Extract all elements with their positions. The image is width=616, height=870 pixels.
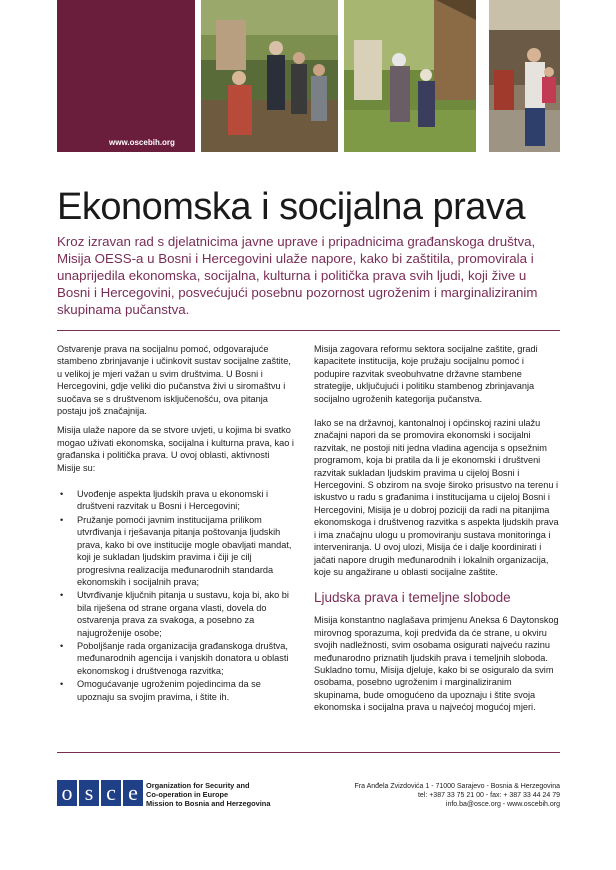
section-heading: Ljudska prava i temeljne slobode xyxy=(314,590,511,606)
header-banner xyxy=(57,0,560,152)
org-line-2: Co-operation in Europe xyxy=(146,790,229,799)
right-paragraph-3: Misija konstantno naglašava primjenu Aneksa 6 Daytonskog mirovnog sporazuma, koji predviđa da će strane, u okviru svojih nadležnosti, svim osobama osigurati najveću razinu međunarodno priznatih ljudskih prava i temeljnih sloboda. Sukladno tomu, Misija djeluje, kako bi se osiguralo da svim osobama, posebno ugroženim i marginaliziranim skupinama, bude omogućeno da upoznaju i štite svoja ekonomska i socijalna prava u najvećoj mogućoj mjeri. xyxy=(314,615,559,713)
page-title: Ekonomska i socijalna prava xyxy=(57,186,526,228)
list-item: • Utvrđivanje ključnih pitanja u sustavu, koja bi, ako bi bila riješena od strane organa vlasti, dovela do ostvarenja prava za svakoga, a posebno za najugroženije osobe; xyxy=(57,589,295,639)
logo-letter: e xyxy=(123,780,143,806)
email-web[interactable]: info.ba@osce.org - www.oscebih.org xyxy=(445,801,560,808)
divider-top xyxy=(57,330,560,331)
logo-letter: s xyxy=(79,780,99,806)
logo-letter: o xyxy=(57,780,77,806)
phone-fax: tel: +387 33 75 21 00 - fax: + 387 33 44 24 79 xyxy=(417,792,560,799)
address: Fra Anđela Zvizdovića 1 - 71000 Sarajevo - Bosnia & Herzegovina xyxy=(354,783,560,790)
left-column xyxy=(57,343,295,704)
left-paragraph-2: Misija ulaže napore da se stvore uvjeti, u kojima bi svatko mogao uživati ekonomska, socijalna i kulturna prava, kao i građanska i politička prava. U ovoj oblasti, aktivnosti Misije su: xyxy=(57,425,294,473)
photo-women-icon xyxy=(344,0,476,152)
photo-family-icon xyxy=(489,0,560,152)
header-url[interactable]: www.oscebih.org xyxy=(109,138,175,147)
list-item: • Poboljšanje rada organizacija građanskoga društva, međunarodnih agencija i vanjskih donatora u oblasti ekonomskog i društvenoga razvitka; xyxy=(57,640,295,677)
contact-info xyxy=(355,782,560,809)
osce-logo xyxy=(57,780,145,806)
organization-name xyxy=(146,781,270,808)
list-item: • Omogućavanje ugroženim pojedincima da se upoznaju sa svojim pravima, i štite ih. xyxy=(57,678,295,703)
right-paragraph-2: Iako se na državnoj, kantonalnoj i općinskoj razini ulažu značajni napori da se promovira ekonomski i socijalni razvitak, ne postoji niti jedna vladina agencija s opsežnim programom, koja bi pratila da li je ekonomski i društveni razvitak sukladan ljudskim pravima u cijeloj Bosni i Hercegovini. S obzirom na svoje široko prisustvo na terenu i iskustvo u radu s građanima i institucijama u cijeloj Bosni i Hercegovini, Misija je u dobroj poziciji da radi na pitanjima ekonomskoga i društvenog razvitka s aspekta ljudskih prava i ima značajnu ulogu u promoviranju sustava monitoringa i interveniranja. U ovoj ulozi, Misija će i dalje koordinirati i jačati napore drugih međunarodnih i lokalnih organizacija, koje su angažirane u oblasti socijalne zaštite. xyxy=(314,418,559,577)
org-line-3: Mission to Bosnia and Herzegovina xyxy=(146,799,271,808)
right-paragraph-1: Misija zagovara reformu sektora socijalne zaštite, gradi kapacitete institucija, koje pružaju socijalnu pomoć i podupire razvitak sveobuhvatne državne stambene strategije, uključujući i politiku stambenog zbrinjavanja socijalno ugroženih kategorija pučanstva. xyxy=(314,344,538,404)
logo-letter: c xyxy=(101,780,121,806)
photo-meeting-icon xyxy=(201,0,338,152)
activities-list xyxy=(57,488,295,703)
list-item: • Uvođenje aspekta ljudskih prava u ekonomski i društveni razvitak u Bosni i Hercegovini; xyxy=(57,488,295,513)
left-paragraph-1: Ostvarenje prava na socijalnu pomoć, odgovarajuće stambeno zbrinjavanje i učinkovit sustav socijalne zaštite, u velikoj je mjeri važan u svim društvima. U Bosni i Hercegovini, gdje veliki dio pučanstva živi u siromaštvu i suočava se s društvenom isključenošću, ova pitanja postaju još značajnija. xyxy=(57,344,291,417)
org-line-1: Organization for Security and xyxy=(146,781,250,790)
right-column xyxy=(314,343,560,721)
lead-paragraph: Kroz izravan rad s djelatnicima javne uprave i pripadnicima građanskoga društva, Misija OESS-a u Bosni i Hercegovini ulaže napore, kako bi zaštitila, promovirala i unaprijedila ekonomska, socijalna, kulturna i politička prava svih ljudi, koji žive u Bosni i Hercegovini, posvećujući posebnu pozornost ugroženim i marginaliziranim skupinama pučanstva. xyxy=(57,234,538,317)
list-item: • Pružanje pomoći javnim institucijama prilikom utvrđivanja i rješavanja pitanja poštovanja ljudskih prava, kako bi ove institucije mogle obavljati mandat, koji je sukladan ljudskim pravima i čiji je cilj progresivna realizacija međunarodnih standarda ekonomskih i socijalnih prava; xyxy=(57,514,295,588)
brand-block xyxy=(57,0,195,152)
divider-bottom xyxy=(57,752,560,753)
